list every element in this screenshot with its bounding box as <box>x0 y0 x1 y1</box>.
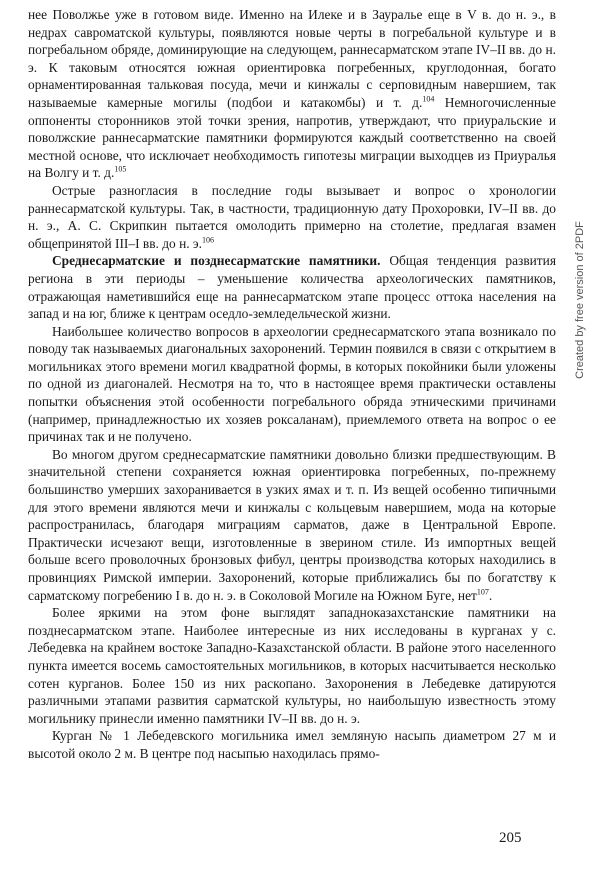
paragraph <box>28 727 556 762</box>
paragraph-text: Более яркими на этом фоне выглядят западноказахстанские памятники на позднесарматском этапе. Наиболее интересные из них исследованы в курганах у с. Лебедевка на крайнем востоке Западно-Казахстанской области. В районе этого населенного пункта имеется восемь самостоятельных могильников, в которых насчитывается несколько сотен курганов. Более 150 из них раскопано. Захоронения в Лебедевке датируются различными этапами развития сарматской культуры, но наибольшую известность этому могильнику принесли именно памятники IV–II вв. до н. э. <box>28 605 556 726</box>
footnote-ref: 106 <box>202 235 215 245</box>
paragraph-text: Наибольшее количество вопросов в археологии среднесарматского этапа возникало по поводу так называемых диагональных захоронений. Термин появился в связи с открытием в могильниках этого времени могил квадратной формы, в которых покойники были уложены по одной из диагоналей. Несмотря на то, что в настоящее время практически оставлены попытки объяснения этой особенности погребального обряда этническими причинами (например, принадлежностью их хозяев роксаланам), приемлемого ответа на вопрос о ее причинах так и не получено. <box>28 323 556 445</box>
paragraph <box>28 6 556 182</box>
paragraph <box>28 446 556 604</box>
watermark-text: Created by free version of 2PDF <box>574 221 586 379</box>
footnote-ref: 105 <box>114 164 127 174</box>
page-text <box>28 6 556 763</box>
paragraph-text: Во многом другом среднесарматские памятники довольно близки предшествующим. В значительной степени сохраняется южная ориентировка погребенных, по-прежнему большинство умерших захоранивается в узких ямах и т. п. Из вещей особенно типичными для этого времени являются мечи и кинжалы с кольцевым навершием, мода на которые распространилась, благодаря миграциям сарматов, даже в Центральной Европе. Практически исчезают вещи, изготовленные в зверином стиле. Из импортных вещей больше всего проволочных бронзовых фибул, центры производства которых находились в провинциях Римской империи. Захоронений, которые приближались бы по богатству к сарматскому погребению I в. до н. э. в Соколовой Могиле на Южном Буге, нет <box>28 446 556 603</box>
section-heading: Среднесарматские и позднесарматские памятники. <box>52 253 381 269</box>
paragraph-text: Общая тенденция развития региона в эти периоды – уменьшение количества археологических памятников, отражающая наметившийся еще на раннесарматском этапе процесс оттока населения на запад и на юг, ближе к центрам оседло-земледельческой жизни. <box>28 253 556 322</box>
paragraph-text: нее Поволжье уже в готовом виде. Именно на Илеке и в Зауралье еще в V в. до н. э., в недрах савроматской культуры, появляются новые черты в погребальной культуре и в погребальном обряде, доминирующие на следующем, раннесарматском этапе IV–II вв. до н. э. К таковым относятся южная ориентировка погребенных, круглодонная, богато орнаментированная тальковая посуда, мечи и кинжалы с серповидным навершием, так называемые камерные могилы (подбои и катакомбы) и т. д. <box>28 7 556 110</box>
page-number: 205 <box>499 830 522 846</box>
paragraph-text: Острые разногласия в последние годы вызывает и вопрос о хронологии раннесарматской культуры. Так, в частности, традиционную дату Прохоровки, IV–II вв. до н. э., А. С. Скрипкин пытается омолодить примерно на столетие, предлагая взамен общепринятой III–I вв. до н. э. <box>28 182 556 251</box>
footnote-ref: 104 <box>422 94 435 104</box>
paragraph <box>28 323 556 446</box>
paragraph-text: Курган № 1 Лебедевского могильника имел земляную насыпь диаметром 27 м и высотой около 2 м. В центре под насыпью находилась прямо- <box>28 728 556 761</box>
watermark <box>568 150 592 450</box>
footnote-ref: 107 <box>476 587 489 597</box>
paragraph-text: Немногочисленные оппоненты сторонников этой точки зрения, напротив, утверждают, что приуральские и поволжские раннесарматские памятники формируются каждый соответственно на своей местной основе, что исключает необходимость гипотезы миграции выходцев из Приуралья на Волгу и т. д. <box>28 94 557 181</box>
paragraph <box>28 604 556 727</box>
paragraph <box>28 182 556 252</box>
paragraph-text: . <box>488 587 493 603</box>
paragraph <box>28 252 556 322</box>
